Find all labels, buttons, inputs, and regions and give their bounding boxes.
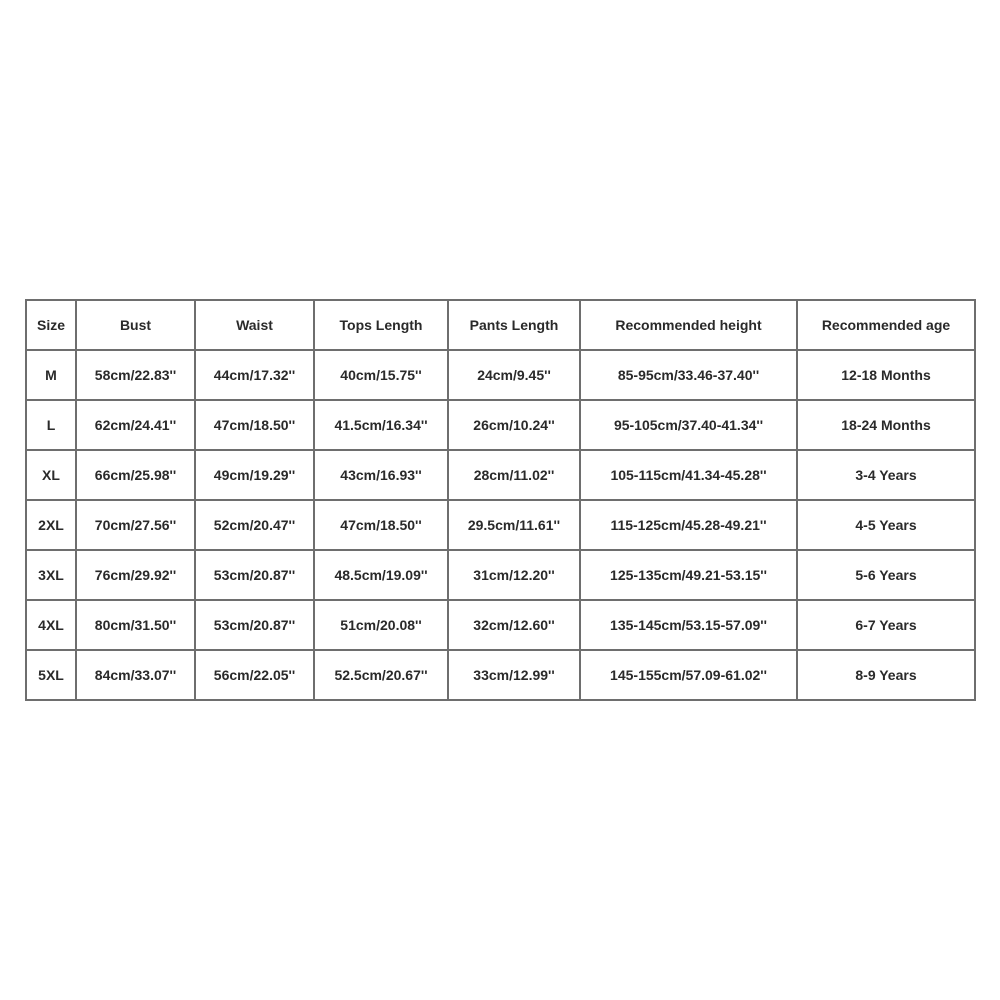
cell-tops-length: 47cm/18.50'' <box>314 500 448 550</box>
cell-pants-length: 24cm/9.45'' <box>448 350 580 400</box>
cell-recommended-height: 105-115cm/41.34-45.28'' <box>580 450 797 500</box>
cell-size: M <box>26 350 76 400</box>
cell-recommended-height: 135-145cm/53.15-57.09'' <box>580 600 797 650</box>
cell-pants-length: 31cm/12.20'' <box>448 550 580 600</box>
cell-size: L <box>26 400 76 450</box>
cell-bust: 84cm/33.07'' <box>76 650 195 700</box>
cell-tops-length: 52.5cm/20.67'' <box>314 650 448 700</box>
cell-size: 3XL <box>26 550 76 600</box>
cell-bust: 62cm/24.41'' <box>76 400 195 450</box>
cell-waist: 56cm/22.05'' <box>195 650 314 700</box>
cell-tops-length: 43cm/16.93'' <box>314 450 448 500</box>
table-row <box>26 450 975 500</box>
cell-tops-length: 51cm/20.08'' <box>314 600 448 650</box>
header-tops-length: Tops Length <box>314 300 448 350</box>
table-row <box>26 600 975 650</box>
size-chart-table <box>25 299 976 701</box>
cell-recommended-age: 8-9 Years <box>797 650 975 700</box>
header-recommended-age: Recommended age <box>797 300 975 350</box>
cell-recommended-height: 115-125cm/45.28-49.21'' <box>580 500 797 550</box>
cell-recommended-age: 6-7 Years <box>797 600 975 650</box>
cell-pants-length: 32cm/12.60'' <box>448 600 580 650</box>
cell-size: 2XL <box>26 500 76 550</box>
cell-recommended-height: 85-95cm/33.46-37.40'' <box>580 350 797 400</box>
cell-bust: 70cm/27.56'' <box>76 500 195 550</box>
table-row <box>26 550 975 600</box>
cell-bust: 66cm/25.98'' <box>76 450 195 500</box>
cell-recommended-height: 95-105cm/37.40-41.34'' <box>580 400 797 450</box>
header-pants-length: Pants Length <box>448 300 580 350</box>
cell-bust: 80cm/31.50'' <box>76 600 195 650</box>
cell-bust: 58cm/22.83'' <box>76 350 195 400</box>
cell-waist: 49cm/19.29'' <box>195 450 314 500</box>
header-waist: Waist <box>195 300 314 350</box>
cell-size: 4XL <box>26 600 76 650</box>
cell-tops-length: 40cm/15.75'' <box>314 350 448 400</box>
cell-recommended-height: 125-135cm/49.21-53.15'' <box>580 550 797 600</box>
header-recommended-height: Recommended height <box>580 300 797 350</box>
header-row <box>26 300 975 350</box>
cell-recommended-age: 18-24 Months <box>797 400 975 450</box>
header-bust: Bust <box>76 300 195 350</box>
cell-size: XL <box>26 450 76 500</box>
cell-recommended-age: 5-6 Years <box>797 550 975 600</box>
table-row <box>26 350 975 400</box>
cell-waist: 52cm/20.47'' <box>195 500 314 550</box>
cell-bust: 76cm/29.92'' <box>76 550 195 600</box>
cell-tops-length: 48.5cm/19.09'' <box>314 550 448 600</box>
cell-waist: 53cm/20.87'' <box>195 600 314 650</box>
cell-pants-length: 33cm/12.99'' <box>448 650 580 700</box>
header-size: Size <box>26 300 76 350</box>
cell-recommended-height: 145-155cm/57.09-61.02'' <box>580 650 797 700</box>
cell-waist: 53cm/20.87'' <box>195 550 314 600</box>
cell-waist: 47cm/18.50'' <box>195 400 314 450</box>
cell-tops-length: 41.5cm/16.34'' <box>314 400 448 450</box>
table-row <box>26 400 975 450</box>
cell-recommended-age: 12-18 Months <box>797 350 975 400</box>
cell-recommended-age: 3-4 Years <box>797 450 975 500</box>
cell-pants-length: 29.5cm/11.61'' <box>448 500 580 550</box>
table-row <box>26 500 975 550</box>
cell-recommended-age: 4-5 Years <box>797 500 975 550</box>
table-row <box>26 650 975 700</box>
cell-size: 5XL <box>26 650 76 700</box>
cell-waist: 44cm/17.32'' <box>195 350 314 400</box>
cell-pants-length: 26cm/10.24'' <box>448 400 580 450</box>
cell-pants-length: 28cm/11.02'' <box>448 450 580 500</box>
